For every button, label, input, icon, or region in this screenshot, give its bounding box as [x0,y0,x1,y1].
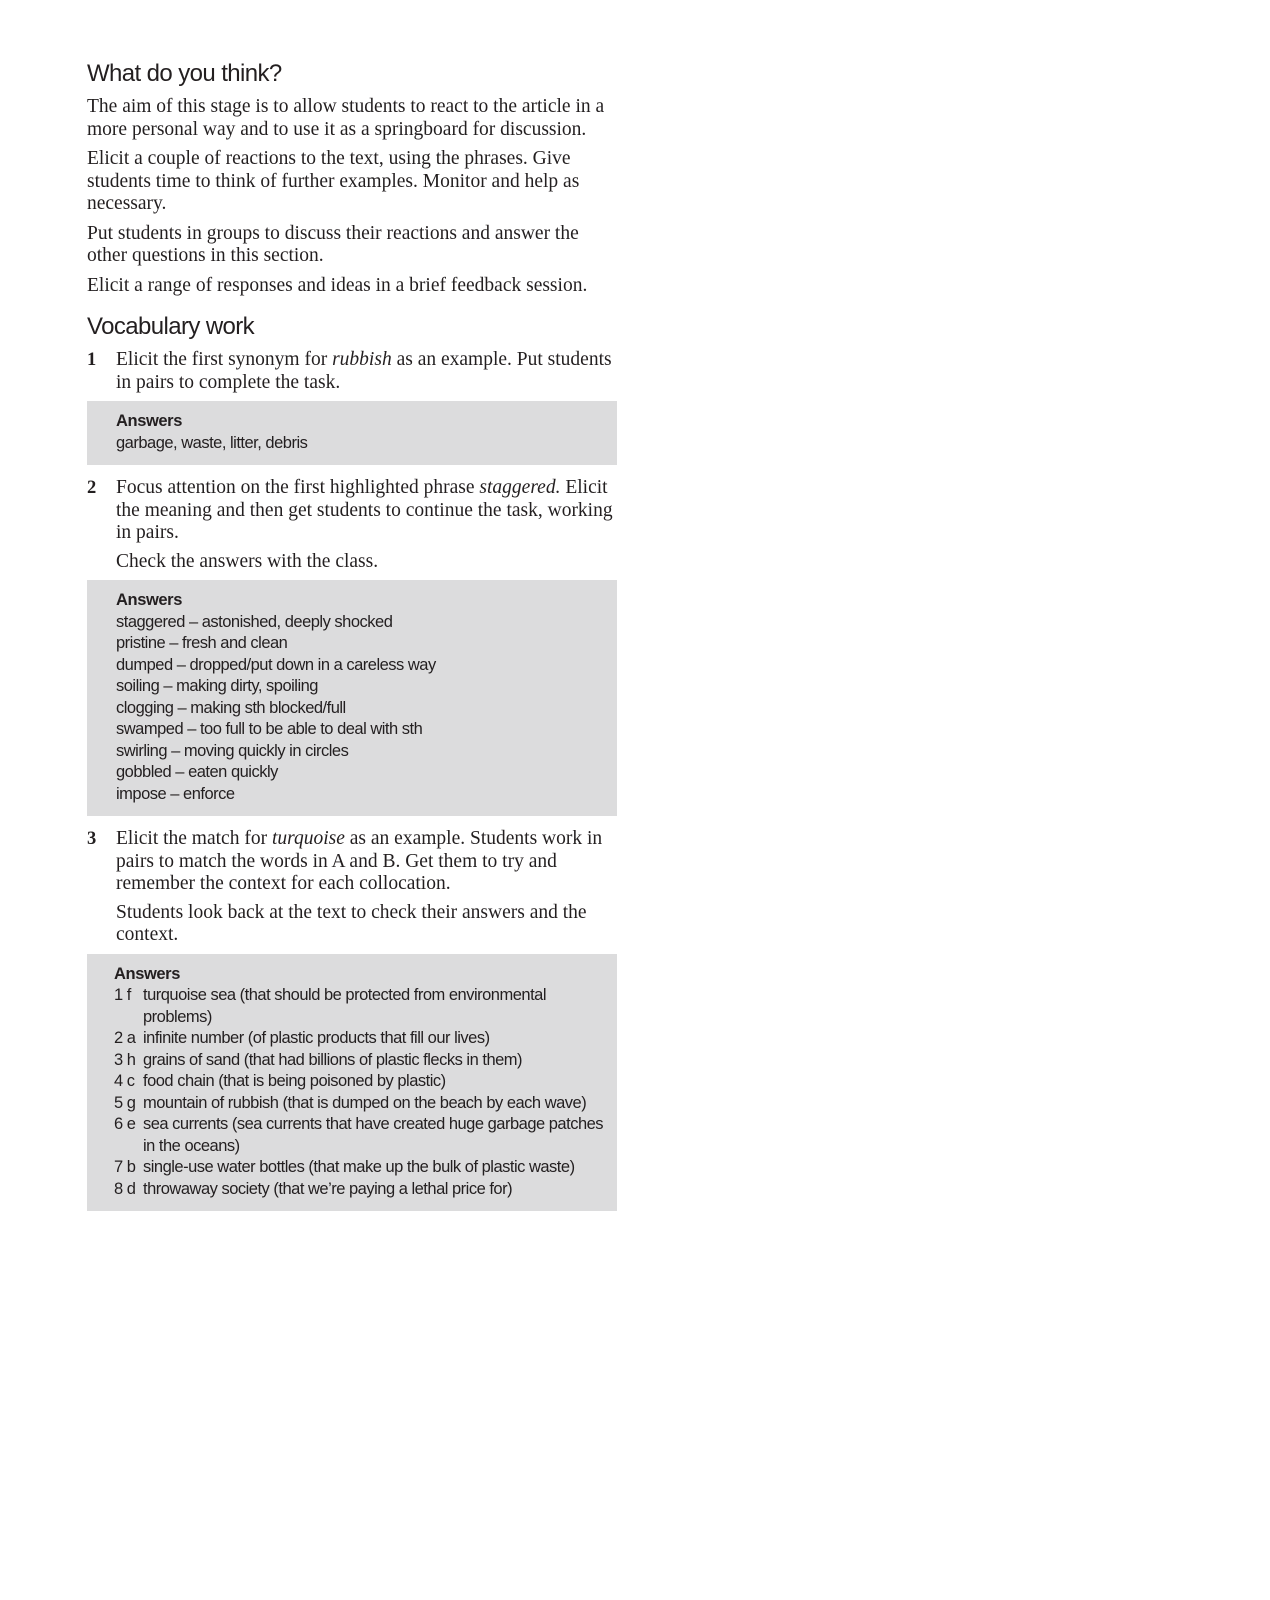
answer-line: clogging – making sth blocked/full [116,698,346,717]
task-number: 2 [87,478,97,498]
answer-text: mountain of rubbish (that is dumped on the beach by each wave) [143,1093,587,1112]
answer-line: soiling – making dirty, spoiling [116,677,318,695]
answer-item [114,1114,607,1157]
answer-item [114,1093,607,1115]
answer-text: infinite number (of plastic products that fill our lives) [143,1029,490,1047]
section-heading-vocabulary-work: Vocabulary work [87,313,255,340]
task-1 [87,349,617,394]
answer-text: throwaway society (that we’re paying a lethal price for) [143,1179,513,1198]
section-heading-what-do-you-think: What do you think? [87,60,282,87]
emphasis-word: staggered. [479,477,561,498]
answer-line: pristine – fresh and clean [116,634,288,652]
task-3 [87,828,617,947]
answer-line: dumped – dropped/put down in a careless way [116,655,436,674]
paragraph: Elicit a couple of reactions to the text, using the phrases. Give students time to think of further examples. Monitor and help as necessary. [87,148,580,214]
answer-item [114,1028,607,1050]
emphasis-word: turquoise [271,828,345,849]
paragraph: Elicit a range of responses and ideas in a brief feedback session. [87,274,588,296]
answers-box-3 [87,954,617,1212]
answer-key: 8 d [114,1179,136,1198]
answer-item [114,1179,607,1201]
paragraph: Put students in groups to discuss their reactions and answer the other questions in this section. [87,222,579,266]
task-2 [87,477,617,573]
answers-title: Answers [114,964,180,983]
answer-key: 2 a [114,1029,136,1047]
answer-key: 3 h [114,1050,136,1069]
answer-line: swirling – moving quickly in circles [116,741,349,760]
answer-text: food chain (that is being poisoned by plastic) [143,1072,446,1090]
task-instruction: Elicit the first synonym for rubbish as an example. Put students in pairs to complete the task. [116,349,612,393]
task-followup: Check the answers with the class. [116,550,379,572]
answer-line: impose – enforce [116,784,235,803]
answer-line: gobbled – eaten quickly [116,763,278,781]
answer-line: staggered – astonished, deeply shocked [116,612,393,631]
task-number: 1 [87,350,97,370]
answers-text: garbage, waste, litter, debris [116,433,308,452]
answer-key: 5 g [114,1093,136,1112]
answer-item [114,985,607,1028]
answer-item [114,1071,607,1093]
answer-key: 6 e [114,1115,136,1133]
page-column [87,58,617,1223]
task-number: 3 [87,829,97,849]
answer-item [114,1050,607,1072]
answer-key: 1 f [114,986,131,1004]
task-followup: Students look back at the text to check their answers and the context. [116,901,587,945]
answer-key: 4 c [114,1072,135,1090]
task-instruction: Elicit the match for turquoise as an example. Students work in pairs to match the words in A and B. Get them to try and remember the context for each collocation. [116,828,603,894]
answers-box-2 [87,580,617,816]
answer-key: 7 b [114,1158,136,1176]
answers-title: Answers [116,412,182,430]
answer-text: single-use water bottles (that make up the bulk of plastic waste) [143,1158,575,1176]
answer-line: swamped – too full to be able to deal with sth [116,720,423,738]
answer-text: grains of sand (that had billions of plastic flecks in them) [143,1050,523,1069]
emphasis-word: rubbish [332,349,392,370]
answer-item [114,1157,607,1179]
answers-box-1 [87,401,617,465]
answer-text: turquoise sea (that should be protected from environmental problems) [143,986,546,1026]
answers-title: Answers [116,591,182,609]
answer-text: sea currents (sea currents that have created huge garbage patches in the oceans) [143,1115,604,1155]
task-instruction: Focus attention on the first highlighted phrase staggered. Elicit the meaning and then get students to continue the task, working in pairs. [116,477,613,543]
paragraph: The aim of this stage is to allow students to react to the article in a more personal way and to use it as a springboard for discussion. [87,96,605,140]
